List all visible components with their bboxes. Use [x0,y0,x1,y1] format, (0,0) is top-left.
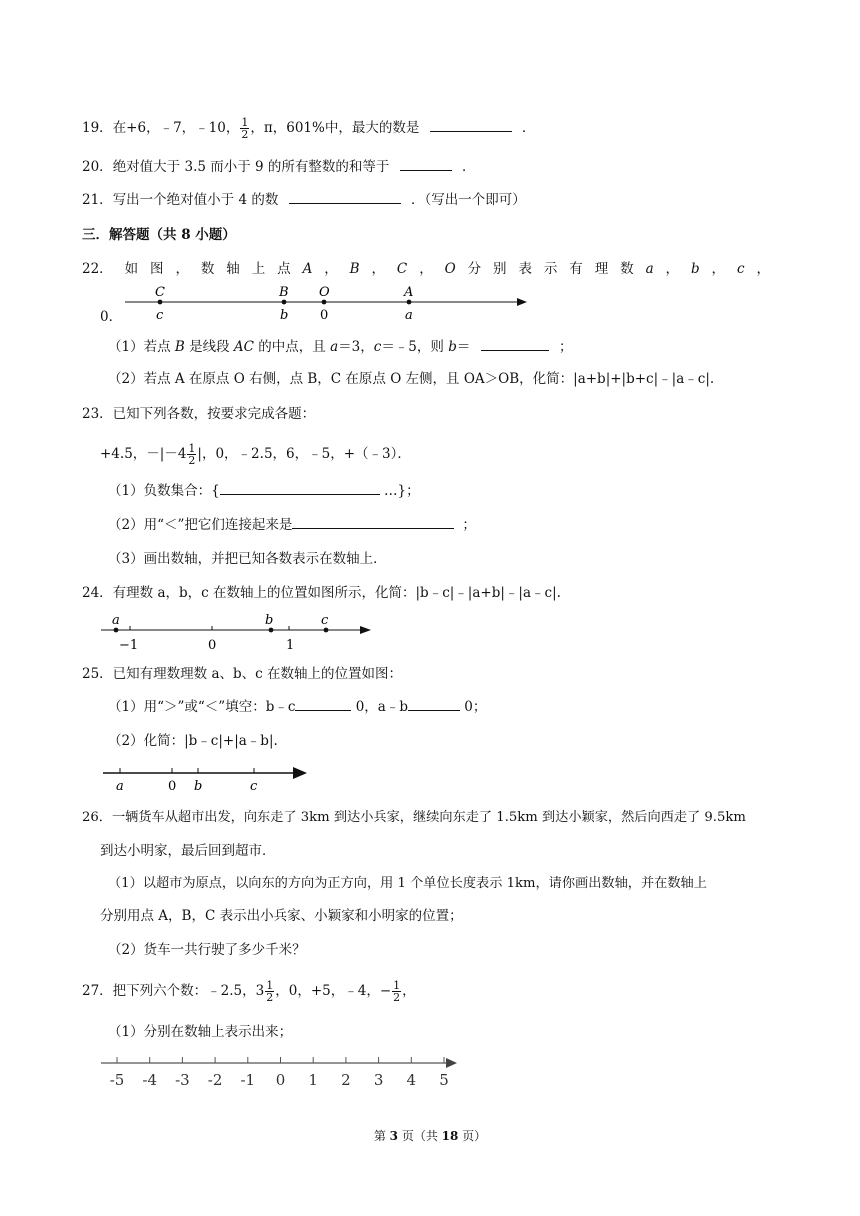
tick-label: 2 [341,1071,351,1089]
question-20: 20．绝对值大于 3.5 而小于 9 的所有整数的和等于 ． [82,159,476,175]
point-A [407,300,412,305]
point-O [322,300,327,305]
question-23-numbers: +4.5，－|－4 $\frac{1}{2}$ |，0，﹣2.5，6，﹣5，+（﹣3）． [100,442,411,467]
stem-token: 点 [277,261,291,277]
point-c [324,628,329,633]
tick-label: 4 [406,1071,417,1089]
stem-token: 分 [467,261,482,277]
stem-token: 数 [200,261,215,277]
question-23-part2: （2）用“＜”把它们连接起来是 ； [108,517,476,533]
label-a: a [116,779,124,794]
tick-label: -5 [109,1071,125,1089]
question-24: 24．有理数 a，b，c 在数轴上的位置如图所示，化简：|b﹣c|﹣|a+b|﹣|a﹣c|. [82,585,561,601]
answer-blank-19[interactable] [430,118,512,132]
question-26-line4: 分别用点 A，B，C 表示出小兵家、小颖家和小明家的位置； [100,908,463,924]
label-0: 0 [168,779,177,794]
question-26-line5: （2）货车一共行驶了多少千米？ [108,942,306,958]
stem-token: 示 [543,261,558,277]
label-a: a [112,613,120,628]
answer-blank-20[interactable] [400,157,452,171]
fraction-half: $\frac{1}{2}$ [241,116,249,141]
stem-token: ， [711,261,726,277]
tick-label: -2 [207,1071,223,1089]
question-19: 19．在+6，﹣7，﹣10， $\frac{1}{2}$ ，π，601%中，最大的数是 ． [82,116,536,141]
label-upper-C: C [155,285,165,300]
stem-token: 别 [493,261,507,277]
stem-token: 如 [124,261,139,277]
tick-label: -4 [142,1071,158,1089]
stem-token: 有 [569,261,583,277]
label-c: c [321,613,329,628]
answer-blank-22[interactable] [481,337,549,351]
tick-label: 5 [439,1071,449,1089]
stem-token: O [444,261,456,277]
stem-token: ， [419,261,433,277]
tick-label: 1 [308,1071,318,1089]
stem-token: a [645,261,654,277]
tick-label-neg1: −1 [119,638,139,653]
stem-token: 上 [251,261,266,277]
answer-blank-25-1[interactable] [295,697,351,711]
tick-label: -1 [240,1071,256,1089]
question-23-part1: （1）负数集合：{ …}； [108,483,420,499]
label-b: b [194,779,203,794]
stem-token: ， [756,261,770,277]
question-25-title: 25．已知有理数理数 a、b、c 在数轴上的位置如图： [82,666,403,682]
tick-label-1: 1 [286,638,295,653]
label-b: b [265,613,274,628]
tick-label: 0 [275,1071,286,1089]
point-B [282,300,287,305]
label-lower-A: a [405,308,413,323]
tick-label: -3 [175,1071,190,1089]
stem-token: 表 [518,261,532,277]
stem-token: 22． [82,261,113,277]
question-22-stem [82,259,770,279]
number-line-24 [95,610,385,654]
point-a [114,628,119,633]
stem-token: c [736,261,745,277]
stem-token: ， [324,261,338,277]
question-22-part1: （1）若点 B 是线段 AC 的中点，且 a＝3，c＝﹣5，则 b＝ ； [108,339,573,355]
question-25-part2: （2）化简：|b﹣c|+|a﹣b|. [108,733,278,749]
question-27: 27．把下列六个数：﹣2.5，3 $\frac{1}{2}$ ，0，+5，﹣4，− $\frac{1}{2}$ ， [82,979,416,1004]
label-upper-B: B [279,285,289,300]
label-c: c [250,779,258,794]
stem-token: b [690,261,700,277]
answer-blank-25-2[interactable] [408,697,460,711]
question-23-part3: （3）画出数轴，并把已知各数表示在数轴上． [108,551,387,567]
question-23-title: 23．已知下列各数，按要求完成各题： [82,406,316,422]
page-footer: 第 3 页（共 18 页） [373,1129,487,1143]
answer-blank-23-2[interactable] [292,515,454,529]
question-25-part1: （1）用“＞”或“＜”填空：b﹣c 0，a﹣b 0； [108,699,487,715]
stem-token: 理 [594,261,609,277]
stem-token: 图 [150,261,164,277]
tick-label: 3 [373,1071,384,1089]
question-26-line1: 26．一辆货车从超市出发，向东走了 3km 到达小兵家，继续向东走了 1.5km 到达小颖家，然后向西走了 9.5km [82,810,746,825]
stem-token: B [349,261,360,277]
stem-token: ， [175,261,189,277]
label-lower-C: c [156,308,164,323]
answer-blank-23-1[interactable] [220,481,380,495]
number-line-22 [115,282,555,326]
question-26-line2: 到达小明家，最后回到超市． [100,843,276,859]
stem-token: C [396,261,408,277]
label-upper-A: A [404,285,414,300]
question-21: 21．写出一个绝对值小于 4 的数 ．（写出一个即可） [82,192,526,208]
answer-blank-21[interactable] [289,190,401,204]
number-line-25 [100,758,320,798]
point-b [269,628,274,633]
stem-token: A [302,261,313,277]
stem-token: ， [371,261,385,277]
stem-token: 数 [620,261,634,277]
question-27-part1: （1）分别在数轴上表示出来； [108,1024,293,1040]
section-heading: 三．解答题（共 8 小题） [82,227,236,243]
question-22-tail: 0． [100,309,123,325]
label-lower-B: b [280,308,289,323]
point-C [158,300,163,305]
question-22-part2: （2）若点 A 在原点 O 右侧，点 B，C 在原点 O 左侧，且 OA＞OB，化简：|a+b|+|b+c|﹣|a﹣c|. [108,371,715,387]
label-upper-O: O [319,285,330,300]
label-lower-O: 0 [320,308,329,323]
tick-label-0: 0 [208,638,217,653]
question-26-line3: （1）以超市为原点，以向东的方向为正方向，用 1 个单位长度表示 1km，请你画出数轴，并在数轴上 [108,876,707,891]
stem-token: 轴 [226,261,240,277]
number-line-27 [95,1052,465,1092]
stem-token: ， [665,261,680,277]
